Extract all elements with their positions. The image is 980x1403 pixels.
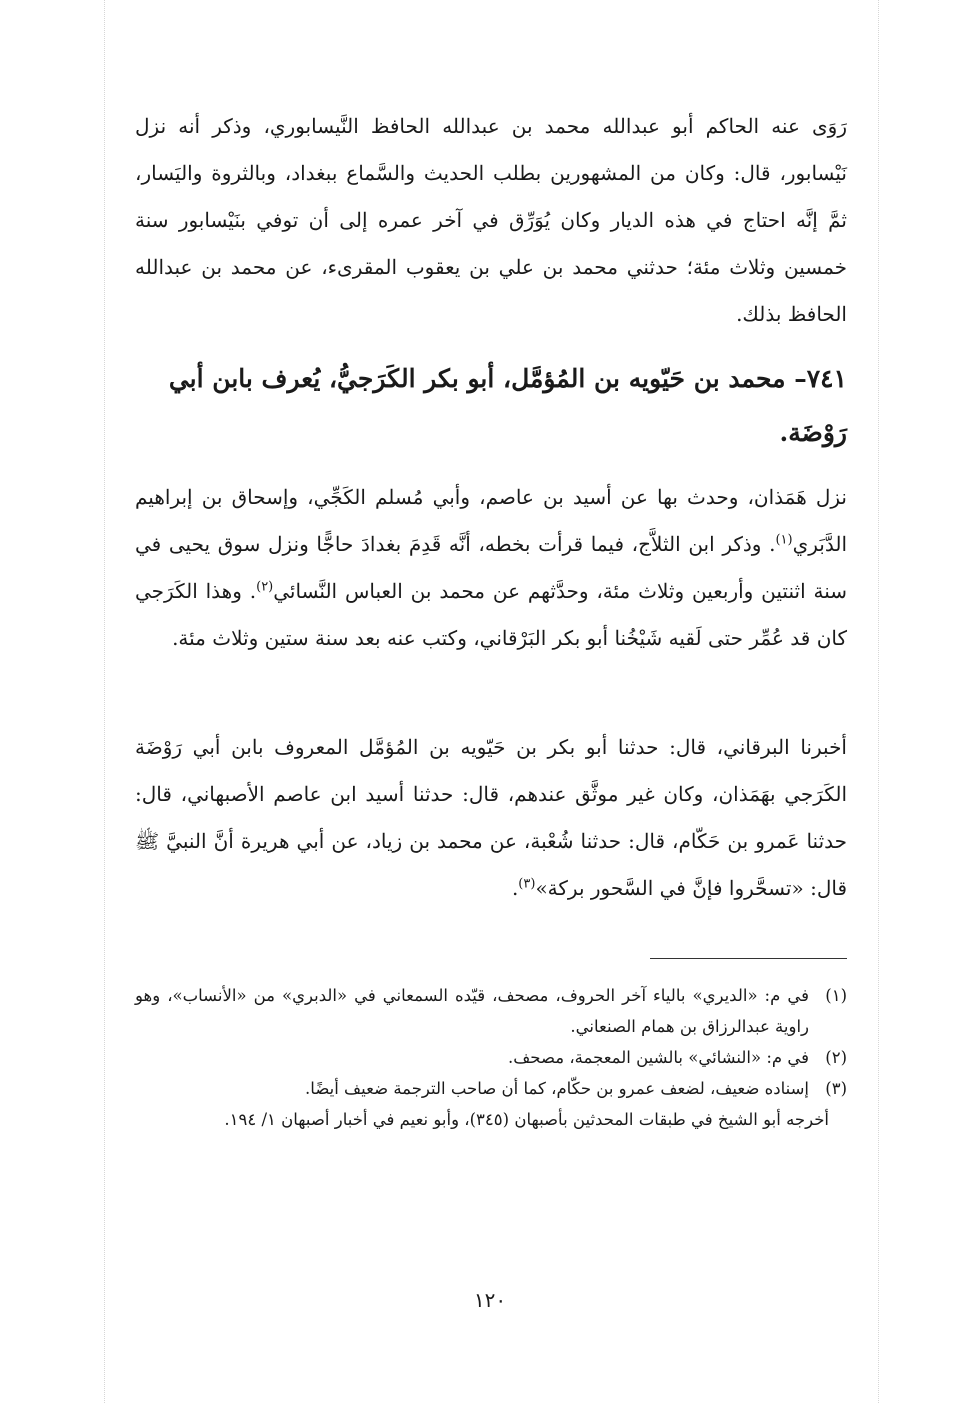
paragraph-3	[135, 724, 847, 912]
margin-guide-right	[878, 0, 879, 1403]
paragraph-2-text-a: نزل هَمَذان، وحدث بها عن أسيد بن عاصم، وأبي مُسلم الكَجِّي، وإسحاق بن إبراهيم الدَّبَري	[135, 485, 847, 556]
paragraph-1-text: رَوَى عنه الحاكم أبو عبدالله محمد بن عبدالله الحافظ النَّيسابوري، وذكر أنه نزل نَيْسابور، قال: وكان من المشهورين بطلب الحديث والسَّماع ببغداد، وبالثروة واليَسار، ثمَّ إنَّه احتاج في هذه الديار وكان يُوَرِّق في آخر عمره إلى أن توفي بنَيْسابور سنة خمسين وثلاث مئة؛ حدثني محمد بن علي بن يعقوب المقرىء، عن محمد بن عبدالله الحافظ بذلك.	[135, 114, 847, 326]
page-number: ١٢٠	[473, 1288, 507, 1312]
footnote-number: (٢)	[825, 1048, 847, 1067]
footnote-ref-1[interactable]: (١)	[775, 532, 793, 548]
paragraph-3-text-a: أخبرنا البرقاني، قال: حدثنا أبو بكر بن حَيّويه بن المُؤمَّل المعروف بابن أبي رَوْضَة الكَرَجي بهَمَذان، وكان غير موثَّق عندهم، قال: حدثنا أسيد ابن عاصم الأصبهاني، قال: حدثنا عَمرو بن حَكّام، قال: حدثنا شُعْبة، عن محمد بن زياد، عن أبي هريرة أنَّ النبيَّ ﷺ قال: «تسحَّروا فإنَّ في السَّحور بركة»	[135, 735, 847, 900]
footnote-number: (١)	[825, 986, 847, 1005]
footnote-number: (٣)	[825, 1079, 847, 1098]
footnote-ref-2[interactable]: (٢)	[256, 579, 274, 595]
paragraph-2	[135, 474, 847, 662]
footnotes	[135, 980, 847, 1135]
entry-heading: ٧٤١– محمد بن حَيّويه بن المُؤمَّل، أبو بكر الكَرَجيُّ، يُعرف بابن أبي رَوْضَة.	[168, 364, 847, 447]
footnote-2	[135, 1042, 847, 1073]
footnote-3-continuation: أخرجه أبو الشيخ في طبقات المحدثين بأصبهان (٣٤٥)، وأبو نعيم في أخبار أصبهان ١/ ١٩٤.	[224, 1110, 829, 1129]
footnote-3	[135, 1073, 847, 1104]
paragraph-3-text-b: .	[511, 876, 519, 900]
footnote-ref-3[interactable]: (٣)	[518, 876, 536, 892]
footnote-1	[135, 980, 847, 1042]
paragraph-2-text-b: . وذكر ابن الثلاَّج، فيما قرأت بخطه، أنَّه قَدِمَ بغدادَ حاجًّا ونزل سوق يحيى في سنة اثنتين وأربعين وثلاث مئة، وحدَّثهم عن محمد بن العباس النَّسائي	[135, 532, 847, 603]
footnote-text: إسناده ضعيف، لضعف عمرو بن حكّام، كما أن صاحب الترجمة ضعيف أيضًا.	[305, 1079, 809, 1098]
paragraph-2-text-c: . وهذا الكَرَجي كان قد عُمِّر حتى لَقيه شَيْخُنا أبو بكر البَرْقاني، وكتب عنه بعد سنة ستين وثلاث مئة.	[135, 579, 847, 650]
paragraph-1	[135, 103, 847, 338]
paragraph-2-text	[135, 474, 847, 662]
footnote-text: في م: «النشائي» بالشين المعجمة، مصحف.	[507, 1048, 809, 1067]
margin-guide-left	[104, 0, 105, 1403]
footnote-text: في م: «الديري» بالياء آخر الحروف، مصحف، قيّده السمعاني في «الدبري» من «الأنساب»، وهو راوية عبدالرزاق بن همام الصنعاني.	[135, 986, 809, 1036]
footnote-separator	[650, 958, 847, 959]
paragraph-3-text	[135, 724, 847, 912]
